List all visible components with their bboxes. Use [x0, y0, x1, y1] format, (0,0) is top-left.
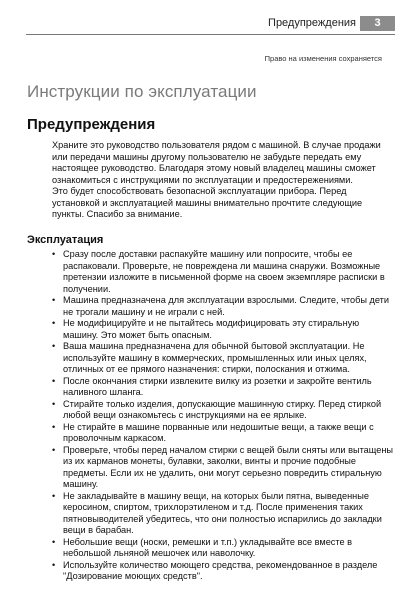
list-item-text: Машина предназначена для эксплуатации взрослыми. Следите, чтобы дети не трогали машину и не играли с ней.: [63, 295, 390, 317]
list-item: [52, 295, 394, 318]
list-item: [52, 318, 394, 341]
list-item-text: Не закладывайте в машину вещи, на которых были пятна, выведенные керосином, спиртом, трихлорэтиленом и т.д. После применения таких пятновыводителей убедитесь, что они полностью испарились до закладки вещи в барабан.: [63, 490, 382, 535]
bullet-icon: •: [52, 341, 56, 351]
page-header: [0, 16, 420, 32]
list-item-text: Небольшие вещи (носки, ремешки и т.п.) укладывайте все вместе в небольшой льняной мешочек или наволочку.: [63, 536, 353, 558]
bullet-icon: •: [52, 249, 56, 259]
header-section-title: Предупреждения: [268, 17, 356, 29]
operation-bullet-list: [52, 249, 394, 583]
list-item: [52, 491, 394, 537]
header-rule: [26, 34, 395, 35]
list-item-text: Сразу после доставки распакуйте машину или попросите, чтобы ее распаковали. Проверьте, не повреждена ли машина снаружи. Возможные претензии изложите в письменной форме на своем экземпляре расписки в получении.: [63, 249, 385, 294]
list-item-text: Не стирайте в машине порванные или недошитые вещи, а также вещи с проволочным каркасом.: [63, 421, 374, 443]
bullet-icon: •: [52, 444, 56, 455]
bullet-icon: •: [52, 295, 56, 305]
list-item: [52, 422, 394, 445]
bullet-icon: •: [52, 536, 56, 547]
list-item-text: Стирайте только изделия, допускающие машинную стирку. Перед стиркой любой вещи ознакомьтесь с инструкциями на ее ярлыке.: [63, 398, 382, 420]
bullet-icon: •: [52, 559, 56, 570]
list-item: [52, 249, 394, 295]
section-title-warnings: Предупреждения: [27, 116, 156, 133]
list-item: [52, 341, 394, 376]
list-item: [52, 376, 394, 399]
subsection-title-operation: Эксплуатация: [27, 234, 104, 246]
list-item-text: Не модифицируйте и не пытайтесь модифицировать эту стиральную машину. Это может быть опасным.: [63, 318, 360, 340]
intro-text: [52, 140, 394, 221]
list-item-text: Используйте количество моющего средства, рекомендованное в разделе "Дозирование моющих средств".: [63, 559, 378, 581]
bullet-icon: •: [52, 421, 56, 432]
list-item: [52, 445, 394, 491]
rights-notice: Право на изменения сохраняется: [264, 54, 382, 63]
list-item-text: Проверьте, чтобы перед началом стирки с вещей были сняты или вытащены из их карманов монеты, булавки, заколки, винты и прочие подобные предметы. Если их не удалить, они могут серьезно повредить стиральную машину.: [63, 444, 394, 489]
intro-paragraph: Храните это руководство пользователя рядом с машиной. В случае продажи или передачи машины другому пользователю не забудьте передать ему настоящее руководство. Благодаря этому новый владелец машины сможет ознакомиться с инструкциями по эксплуатации и предостережениями.: [52, 140, 381, 185]
list-item: [52, 537, 394, 560]
bullet-icon: •: [52, 375, 56, 386]
intro-paragraph: Это будет способствовать безопасной эксплуатации прибора. Перед установкой и эксплуатацией машины внимательно прочтите следующие пункты. Спасибо за внимание.: [52, 186, 363, 219]
bullet-icon: •: [52, 490, 56, 501]
bullet-icon: •: [52, 318, 56, 328]
list-item: [52, 560, 394, 583]
list-item-text: После окончания стирки извлеките вилку из розетки и закройте вентиль наливного шланга.: [63, 375, 372, 397]
list-item: [52, 399, 394, 422]
bullet-icon: •: [52, 398, 56, 409]
list-item-text: Ваша машина предназначена для обычной бытовой эксплуатации. Не используйте машину в коммерческих, промышленных или иных целях, отличных от ее прямого назначения: стирки, полоскания и отжима.: [63, 341, 367, 374]
document-title: Инструкции по эксплуатации: [27, 82, 257, 101]
page-number-badge: 3: [360, 16, 395, 31]
